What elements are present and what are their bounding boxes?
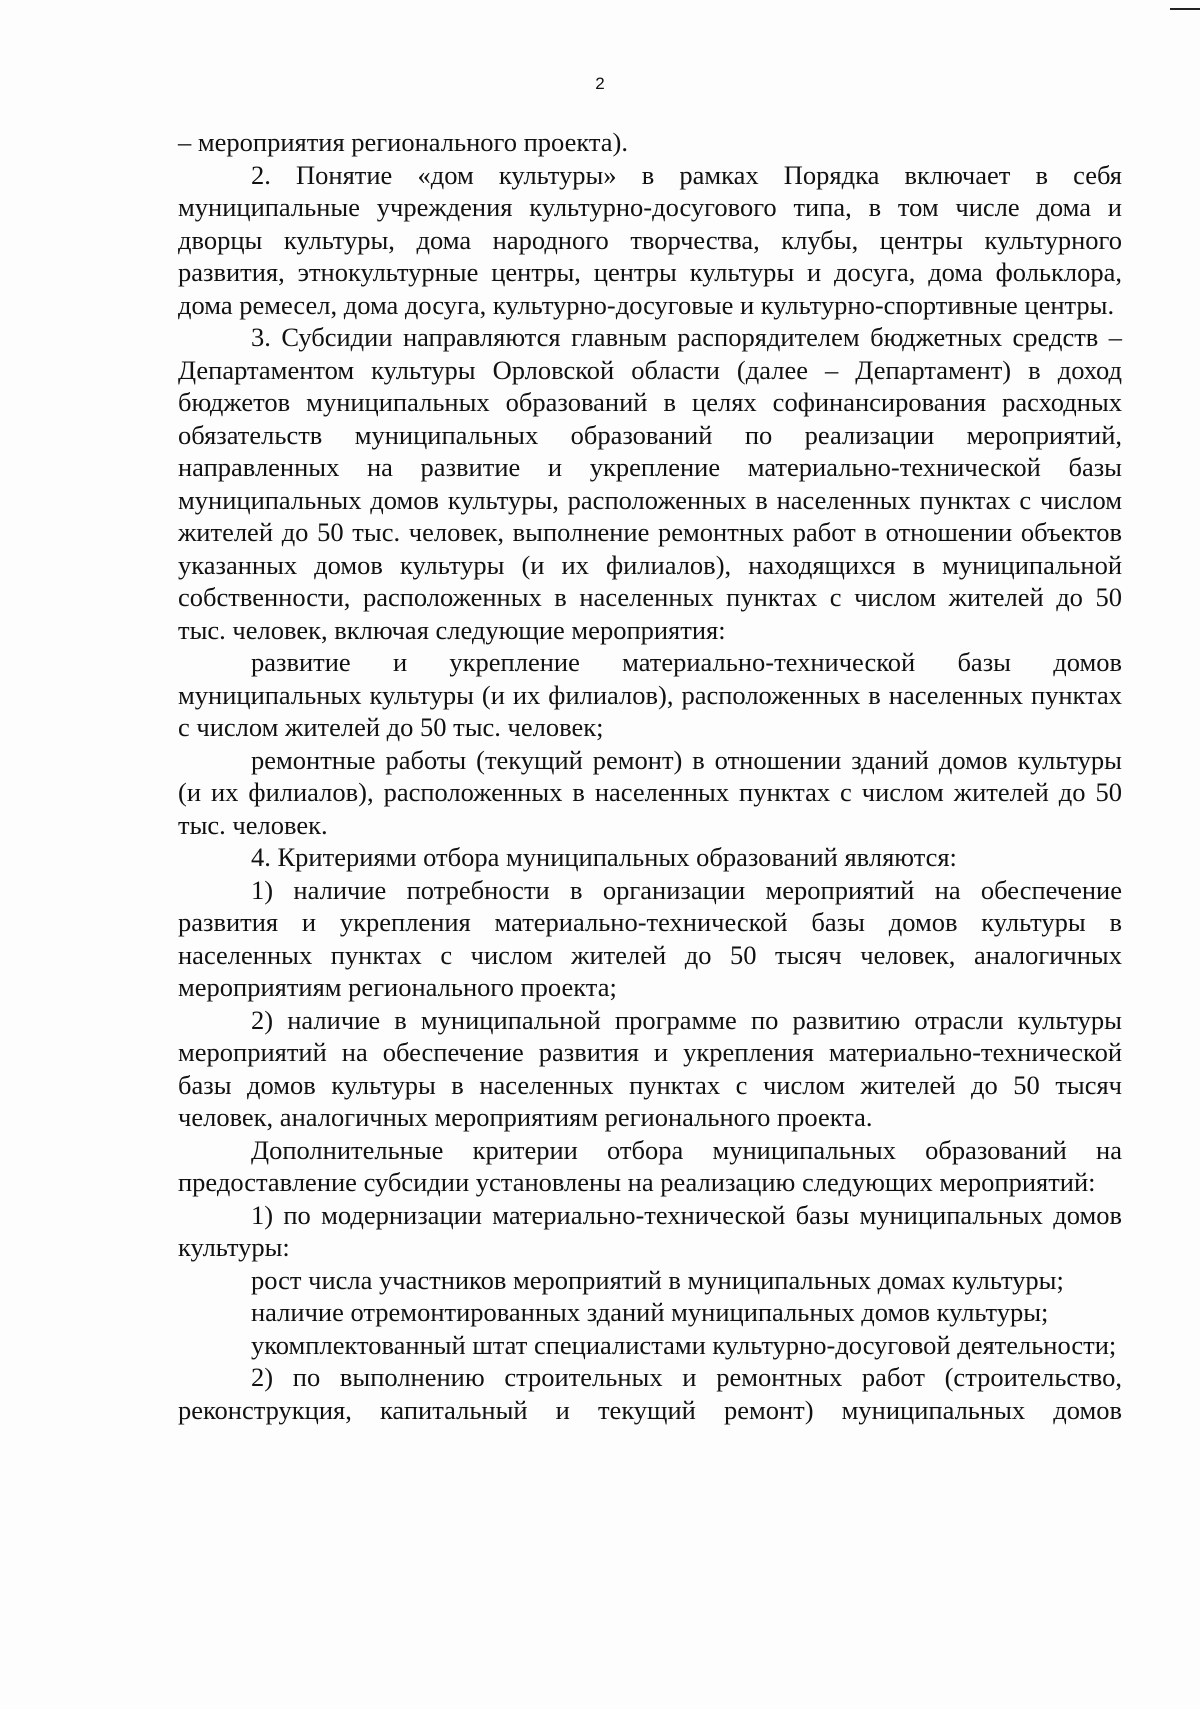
paragraph-10: рост числа участников мероприятий в муниципальных домах культуры; (251, 1264, 1064, 1295)
paragraph-2: 3. Субсидии направляются главным распорядителем бюджетных средств – Департаментом культуры Орловской области (далее – Департамент) в доход бюджетов муниципальных образований в целях софинансирования расходных обязательств муниципальных образований по реализации мероприятий, направленных на развитие и укрепление материально-технической базы муниципальных домов культуры, расположенных в населенных пунктах с числом жителей до 50 тыс. человек, выполнение ремонтных работ в отношении объектов указанных домов культуры (и их филиалов), находящихся в муниципальной собственности, расположенных в населенных пунктах с числом жителей до 50 тыс. человек, включая следующие мероприятия: (178, 322, 1122, 645)
paragraph-11: наличие отремонтированных зданий муниципальных домов культуры; (251, 1297, 1049, 1327)
scan-edge-mark (1170, 8, 1200, 10)
document-body (178, 126, 1122, 1426)
paragraph-4: ремонтные работы (текущий ремонт) в отношении зданий домов культуры (и их филиалов), расположенных в населенных пунктах с числом жителей до 50 тыс. человек. (178, 744, 1122, 840)
paragraph-13: 2) по выполнению строительных и ремонтных работ (строительство, реконструкция, капитальный и текущий ремонт) муниципальных домов (178, 1362, 1122, 1425)
paragraph-7: 2) наличие в муниципальной программе по развитию отрасли культуры мероприятий на обеспечение развития и укрепления материально-технической базы домов культуры в населенных пунктах с числом жителей до 50 тысяч человек, аналогичных мероприятиям регионального проекта. (178, 1004, 1122, 1132)
paragraph-5: 4. Критериями отбора муниципальных образований являются: (251, 842, 957, 872)
paragraph-9: 1) по модернизации материально-технической базы муниципальных домов культуры: (178, 1199, 1122, 1262)
paragraph-8: Дополнительные критерии отбора муниципальных образований на предоставление субсидии установлены на реализацию следующих мероприятий: (178, 1134, 1122, 1197)
page-number: 2 (595, 74, 605, 93)
paragraph-0: – мероприятия регионального проекта). (178, 127, 629, 157)
paragraph-1: 2. Понятие «дом культуры» в рамках Порядка включает в себя муниципальные учреждения культурно-досугового типа, в том числе дома и дворцы культуры, дома народного творчества, клубы, центры культурного развития, этнокультурные центры, центры культуры и досуга, дома фольклора, дома ремесел, дома досуга, культурно-досуговые и культурно-спортивные центры. (178, 159, 1122, 320)
paragraph-6: 1) наличие потребности в организации мероприятий на обеспечение развития и укрепления материально-технической базы домов культуры в населенных пунктах с числом жителей до 50 тысяч человек, аналогичных мероприятиям регионального проекта; (178, 874, 1122, 1002)
paragraph-12: укомплектованный штат специалистами культурно-досуговой деятельности; (251, 1329, 1117, 1360)
paragraph-3: развитие и укрепление материально-технической базы домов муниципальных культуры (и их филиалов), расположенных в населенных пунктах с числом жителей до 50 тыс. человек; (178, 647, 1122, 742)
